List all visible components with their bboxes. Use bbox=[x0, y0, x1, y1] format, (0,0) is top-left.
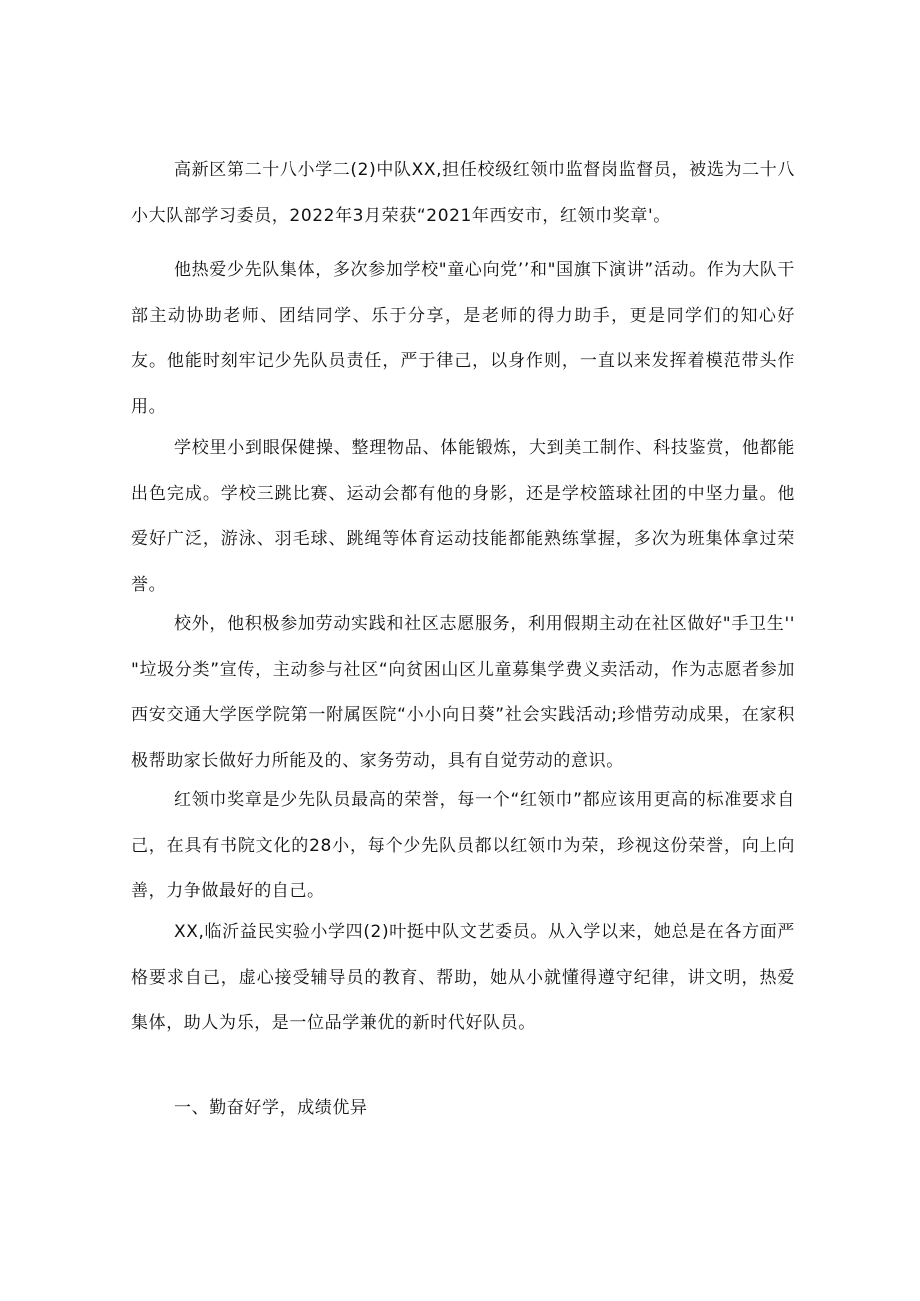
paragraph-6: XX,临沂益民实验小学四(2)叶挺中队文艺委员。从入学以来，她总是在各方面严格要求自己，虚心接受辅导员的教育、帮助，她从小就懂得遵守纪律，讲文明，热爱集体，助人为乐，是一位品学兼优的新时代好队员。 bbox=[131, 922, 795, 1033]
paragraph-2: 他热爱少先队集体，多次参加学校"童心向党’’和"国旗下演讲”活动。作为大队干部主动协助老师、团结同学、乐于分享，是老师的得力助手，更是同学们的知心好友。他能时刻牢记少先队员责任，严于律己，以身作则，一直以来发挥着模范带头作用。 bbox=[131, 260, 795, 417]
paragraph-5: 红领巾奖章是少先队员最高的荣誉，每一个“红领巾”都应该用更高的标准要求自己，在具有书院文化的28小，每个少先队员都以红领巾为荣，珍视这份荣誉，向上向善，力争做最好的自己。 bbox=[131, 790, 795, 901]
section-heading: 一、勤奋好学，成绩优异 bbox=[174, 1098, 368, 1118]
paragraph-3: 学校里小到眼保健操、整理物品、体能锻炼，大到美工制作、科技鉴赏，他都能出色完成。学校三跳比赛、运动会都有他的身影，还是学校篮球社团的中坚力量。他爱好广泛，游泳、羽毛球、跳绳等体育运动技能都能熟练掌握，多次为班集体拿过荣誉。 bbox=[131, 438, 795, 595]
paragraph-1: 高新区第二十八小学二(2)中队XX,担任校级红领巾监督岗监督员，被选为二十八小大队部学习委员，2022年3月荣获“2021年西安市，红领巾奖章'。 bbox=[131, 160, 795, 226]
paragraph-4: 校外，他积极参加劳动实践和社区志愿服务，利用假期主动在社区做好"手卫生'' "垃圾分类”宣传，主动参与社区“向贫困山区儿童募集学费义卖活动，作为志愿者参加西安交通大学医学院第一附属医院“小小向日葵”社会实践活动;珍惜劳动成果，在家积极帮助家长做好力所能及的、家务劳动，具有自觉劳动的意识。 bbox=[131, 614, 795, 771]
